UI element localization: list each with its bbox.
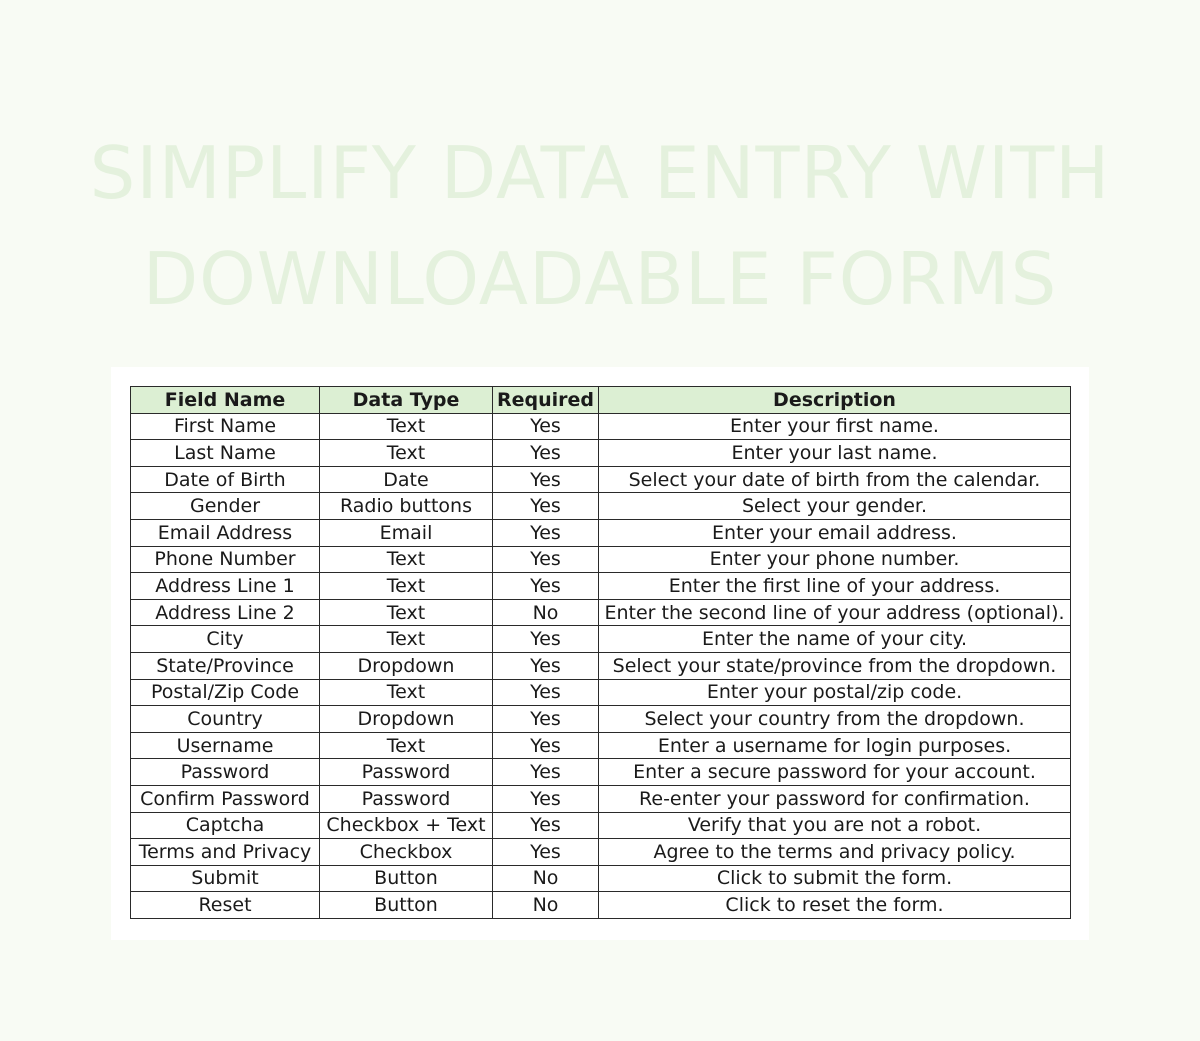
cell-required: Yes [493,706,599,733]
cell-data-type: Radio buttons [320,493,493,520]
cell-required: No [493,599,599,626]
header-data-type: Data Type [320,387,493,414]
cell-required: Yes [493,413,599,440]
cell-data-type: Text [320,679,493,706]
cell-required: Yes [493,679,599,706]
cell-description: Enter the second line of your address (optional). [599,599,1071,626]
cell-data-type: Password [320,759,493,786]
table-row [131,839,1071,866]
cell-data-type: Dropdown [320,706,493,733]
cell-description: Enter your first name. [599,413,1071,440]
cell-description: Verify that you are not a robot. [599,812,1071,839]
cell-field-name: State/Province [131,652,320,679]
table-row [131,626,1071,653]
table-row [131,679,1071,706]
cell-required: Yes [493,493,599,520]
cell-description: Enter your phone number. [599,546,1071,573]
cell-required: Yes [493,732,599,759]
cell-description: Enter your email address. [599,519,1071,546]
cell-data-type: Checkbox [320,839,493,866]
table-card [111,367,1089,940]
cell-description: Select your country from the dropdown. [599,706,1071,733]
cell-field-name: Phone Number [131,546,320,573]
table-row [131,732,1071,759]
cell-field-name: Last Name [131,440,320,467]
cell-field-name: First Name [131,413,320,440]
cell-data-type: Text [320,626,493,653]
table-header [131,387,1071,414]
table-row [131,466,1071,493]
page-title-line-2: DOWNLOADABLE FORMS [142,237,1058,321]
cell-field-name: Password [131,759,320,786]
page-title [0,120,1200,332]
cell-description: Enter your postal/zip code. [599,679,1071,706]
page-title-line-1: SIMPLIFY DATA ENTRY WITH [89,131,1111,215]
cell-description: Click to submit the form. [599,865,1071,892]
table-row [131,812,1071,839]
cell-description: Enter a secure password for your account. [599,759,1071,786]
cell-description: Enter the first line of your address. [599,573,1071,600]
cell-required: Yes [493,785,599,812]
cell-description: Re-enter your password for confirmation. [599,785,1071,812]
cell-data-type: Button [320,865,493,892]
cell-required: Yes [493,546,599,573]
cell-data-type: Button [320,892,493,919]
cell-data-type: Text [320,546,493,573]
table-row [131,759,1071,786]
cell-required: Yes [493,839,599,866]
cell-data-type: Checkbox + Text [320,812,493,839]
table-row [131,413,1071,440]
table-row [131,892,1071,919]
cell-data-type: Text [320,573,493,600]
table-row [131,519,1071,546]
cell-required: Yes [493,573,599,600]
cell-description: Select your gender. [599,493,1071,520]
table-row [131,573,1071,600]
table-row [131,546,1071,573]
cell-field-name: Confirm Password [131,785,320,812]
cell-description: Enter your last name. [599,440,1071,467]
cell-required: No [493,865,599,892]
cell-required: Yes [493,466,599,493]
table-row [131,652,1071,679]
cell-description: Click to reset the form. [599,892,1071,919]
cell-required: No [493,892,599,919]
cell-required: Yes [493,759,599,786]
cell-required: Yes [493,626,599,653]
cell-field-name: Submit [131,865,320,892]
header-description: Description [599,387,1071,414]
cell-data-type: Date [320,466,493,493]
table-row [131,706,1071,733]
cell-field-name: Address Line 1 [131,573,320,600]
cell-field-name: Date of Birth [131,466,320,493]
cell-description: Enter a username for login purposes. [599,732,1071,759]
cell-field-name: Email Address [131,519,320,546]
cell-data-type: Password [320,785,493,812]
cell-field-name: Username [131,732,320,759]
table-row [131,865,1071,892]
header-required: Required [493,387,599,414]
table-row [131,440,1071,467]
table-row [131,785,1071,812]
cell-field-name: Captcha [131,812,320,839]
cell-data-type: Email [320,519,493,546]
cell-data-type: Text [320,413,493,440]
cell-data-type: Text [320,732,493,759]
cell-field-name: Gender [131,493,320,520]
form-fields-table [130,386,1071,919]
cell-field-name: City [131,626,320,653]
cell-description: Select your state/province from the dropdown. [599,652,1071,679]
table-row [131,599,1071,626]
cell-required: Yes [493,812,599,839]
cell-field-name: Reset [131,892,320,919]
cell-description: Enter the name of your city. [599,626,1071,653]
cell-field-name: Address Line 2 [131,599,320,626]
cell-description: Select your date of birth from the calendar. [599,466,1071,493]
cell-field-name: Postal/Zip Code [131,679,320,706]
cell-description: Agree to the terms and privacy policy. [599,839,1071,866]
cell-field-name: Country [131,706,320,733]
header-row [131,387,1071,414]
table-body [131,413,1071,918]
cell-data-type: Text [320,599,493,626]
table-row [131,493,1071,520]
header-field-name: Field Name [131,387,320,414]
cell-data-type: Text [320,440,493,467]
cell-required: Yes [493,652,599,679]
cell-required: Yes [493,519,599,546]
cell-field-name: Terms and Privacy [131,839,320,866]
cell-required: Yes [493,440,599,467]
cell-data-type: Dropdown [320,652,493,679]
